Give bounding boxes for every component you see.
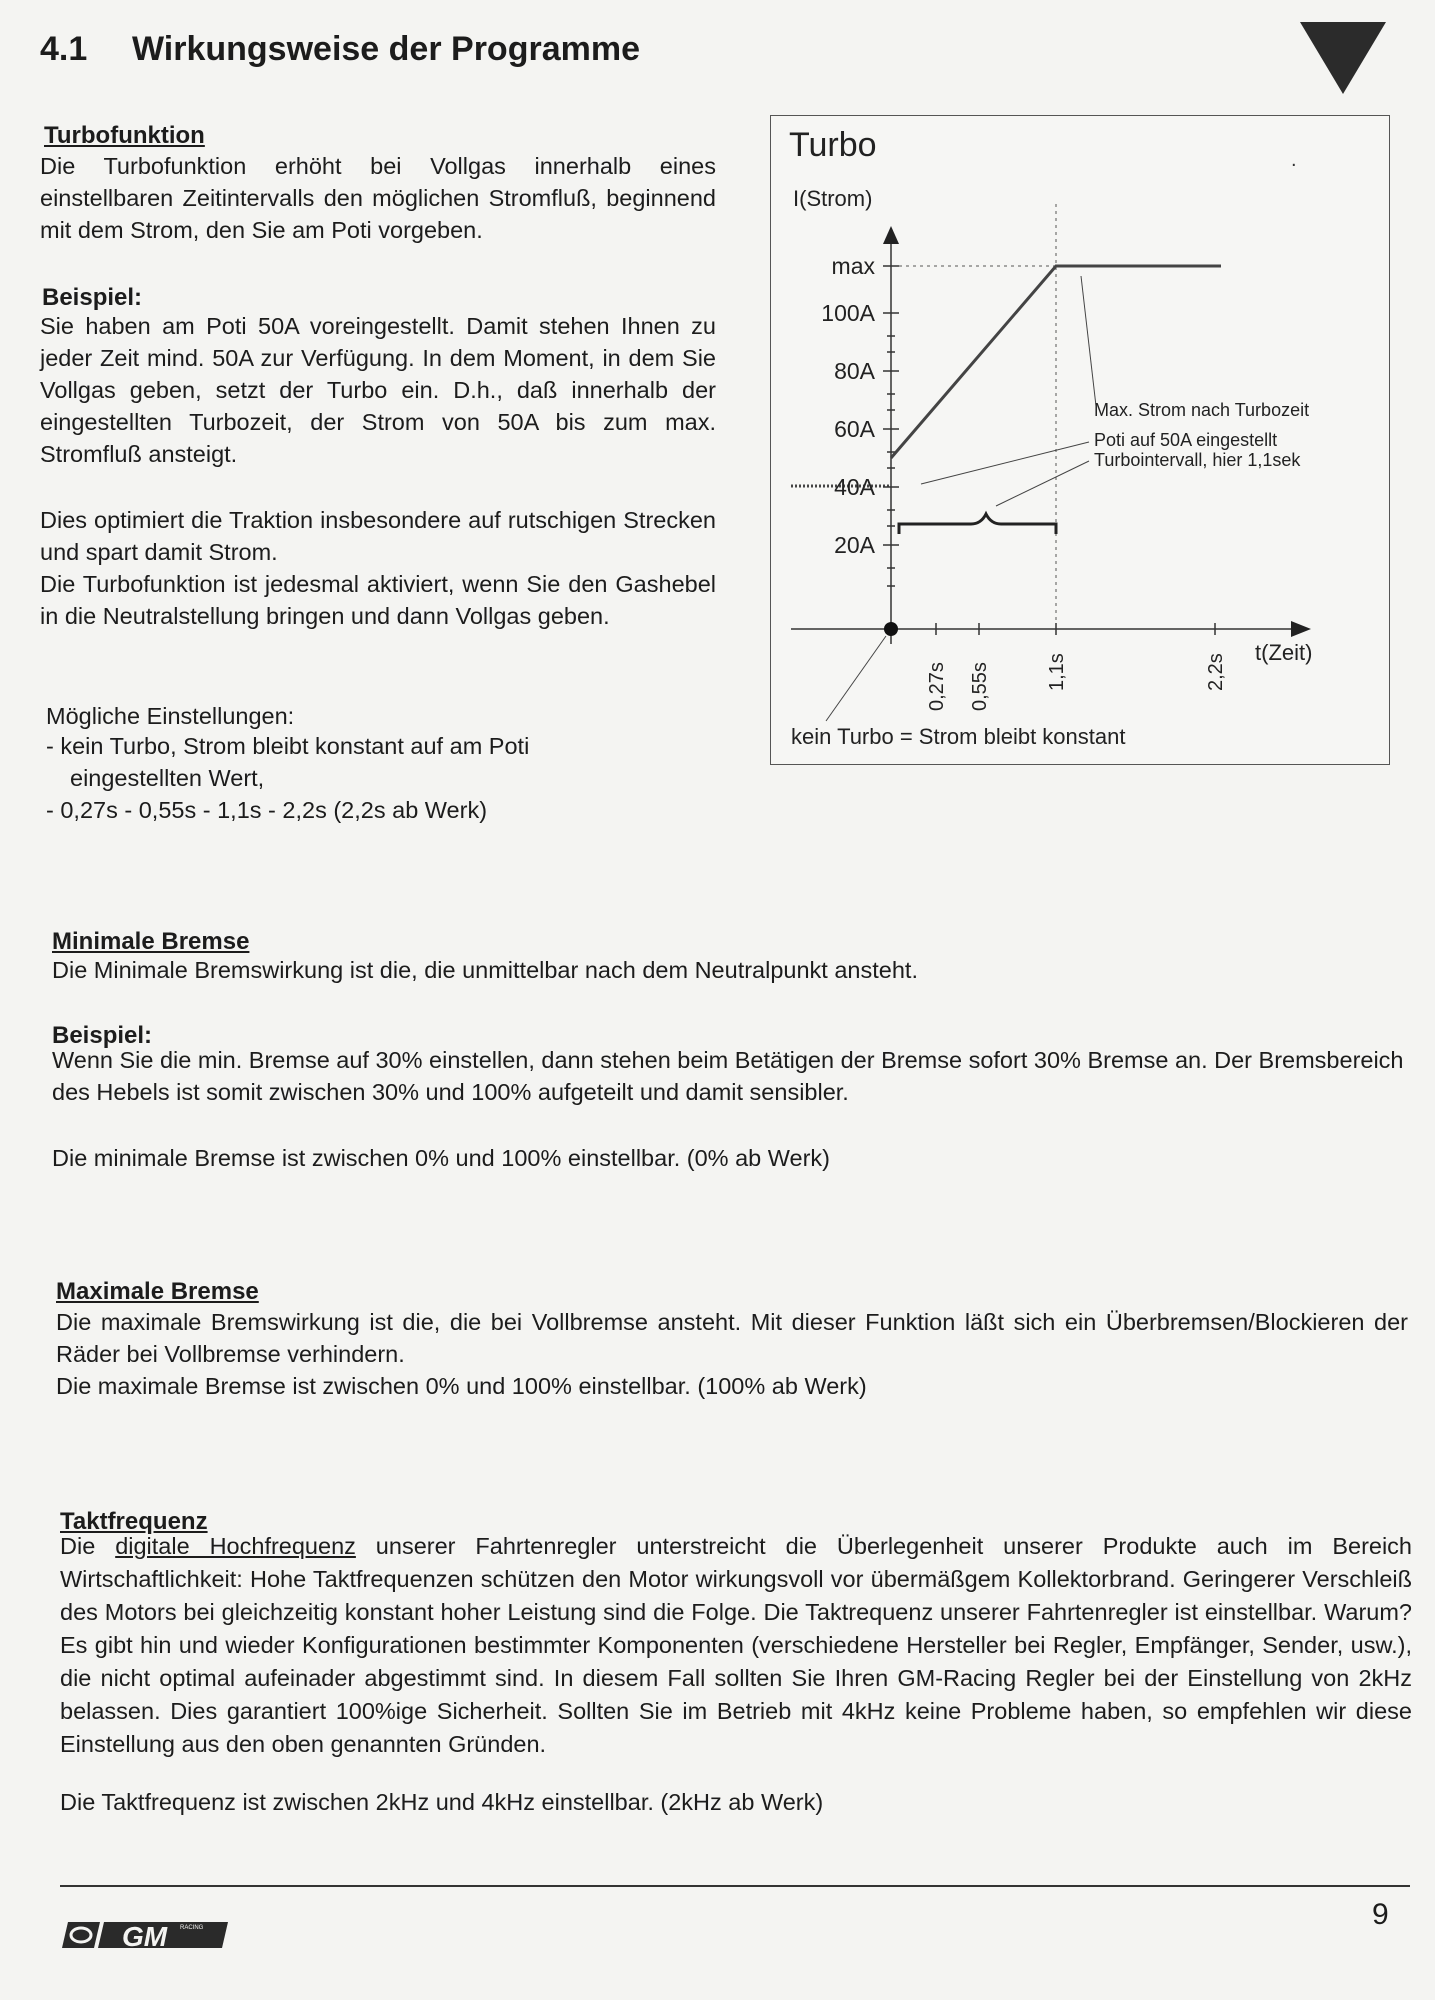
leader-poti [921, 442, 1089, 484]
clock-heading: Taktfrequenz [60, 1508, 208, 1535]
x-tick-label-055: 0,55s [969, 662, 991, 711]
gm-racing-logo [62, 1914, 230, 1954]
annotation-max-current: Max. Strom nach Turbozeit [1094, 400, 1310, 420]
y-tick-label-40a: 40A [834, 474, 875, 500]
turbo-settings-heading: Mögliche Einstellungen: [46, 703, 295, 729]
y-tick-label-60a: 60A [834, 416, 875, 442]
x-tick-label-11: 1,1s [1046, 653, 1068, 691]
clock-body: unserer Fahrtenregler unterstreicht die Überlegenheit unserer Produkte auch im Bereich Wirtschaftlichkeit: Hohe Taktfrequenzen schützen den Motor wirkungsvoll vor übermäßgem Kollektorbrand. Geringerer Verschleiß des Motors bei gleichzeitig konstant hoher Leistung sind die Folge. Die Taktrequenz unserer Fahrtenregler ist einstellbar. Warum? Es gibt hin und wieder Konfigurationen bestimmter Komponenten (verschiedene Hersteller bei Regler, Empfänger, Sender, usw.), die nicht optimal aufeinader abgestimmt sind. In diesem Fall sollten Sie Ihren GM-Racing Regler bei der Einstellung von 2kHz belassen. Dies garantiert 100%ige Sicherheit. Sollten Sie im Betrieb mit 4kHz keine Probleme haben, so empfehlen wir diese Einstellung aus den oben genannten Gründen. [60, 1533, 1412, 1757]
svg-text:RACING: RACING [180, 1925, 204, 1931]
min-brake-text: Die Minimale Bremswirkung ist die, die unmittelbar nach dem Neutralpunkt ansteht. [52, 957, 918, 983]
min-brake-example-text: Wenn Sie die min. Bremse auf 30% einstellen, dann stehen beim Betätigen der Bremse sofort 30% Bremse an. Der Bremsbereich des Hebels ist somit zwischen 30% und 100% aufgeteilt und damit sensibler. [52, 1047, 1404, 1105]
min-brake-heading: Minimale Bremse [52, 928, 250, 955]
clock-range-text: Die Taktfrequenz ist zwischen 2kHz und 4kHz einstellbar. (2kHz ab Werk) [60, 1789, 824, 1815]
turbo-example-heading: Beispiel: [42, 284, 143, 311]
turbo-chart [770, 115, 1390, 765]
turbo-settings-line2: eingestellten Wert, [70, 765, 265, 791]
section-title: Wirkungsweise der Programme [132, 30, 640, 68]
turbo-settings-line3: - 0,27s - 0,55s - 1,1s - 2,2s (2,2s ab Werk) [46, 797, 488, 823]
annotation-interval: Turbointervall, hier 1,1sek [1094, 450, 1301, 470]
x-tick-label-027: 0,27s [926, 662, 948, 711]
y-tick-label-100a: 100A [821, 300, 875, 326]
annotation-no-turbo: kein Turbo = Strom bleibt konstant [791, 724, 1126, 749]
turbo-chart-svg [771, 116, 1389, 764]
clock-text [60, 1530, 1412, 1761]
footer-rule [60, 1885, 1410, 1887]
clock-lead-underlined: digitale Hochfrequenz [115, 1533, 356, 1559]
section-marker-triangle-icon [1300, 22, 1386, 94]
annotation-poti: Poti auf 50A eingestellt [1094, 430, 1278, 450]
chart-xlabel: t(Zeit) [1255, 640, 1313, 665]
y-axis-arrow-icon [883, 226, 899, 244]
max-brake-range-text: Die maximale Bremse ist zwischen 0% und 100% einstellbar. (100% ab Werk) [56, 1373, 867, 1399]
turbo-para-activation: Die Turbofunktion ist jedesmal aktiviert, wenn Sie den Gashebel in die Neutralstellung bringen und dann Vollgas geben. [40, 571, 716, 629]
y-tick-label-max: max [831, 253, 875, 279]
turbo-settings-line1: - kein Turbo, Strom bleibt konstant auf am Poti [46, 733, 530, 759]
min-brake-example-heading: Beispiel: [52, 1022, 153, 1049]
turbo-example-text: Sie haben am Poti 50A voreingestellt. Damit stehen Ihnen zu jeder Zeit mind. 50A zur Verfügung. In dem Moment, in dem Sie Vollgas geben, setzt der Turbo ein. D.h., daß innerhalb der eingestellten Turbozeit, der Strom von 50A bis zum max. Stromfluß ansteigt. [40, 313, 716, 467]
y-tick-label-80a: 80A [834, 358, 875, 384]
turbo-heading: Turbofunktion [44, 122, 205, 149]
leader-max-current [1081, 276, 1096, 406]
y-tick-label-20a: 20A [834, 532, 875, 558]
turbo-interval-brace [899, 514, 1056, 534]
max-brake-heading: Maximale Bremse [56, 1278, 259, 1305]
chart-dot: . [1291, 149, 1297, 171]
page-number: 9 [1372, 1898, 1389, 1931]
x-axis-arrow-icon [1291, 621, 1311, 637]
svg-text:GM: GM [122, 1921, 168, 1952]
turbo-intro: Die Turbofunktion erhöht bei Vollgas innerhalb eines einstellbaren Zeitintervalls den möglichen Stromfluß, beginnend mit dem Strom, den Sie am Poti vorgeben. [40, 153, 716, 243]
chart-title: Turbo [789, 126, 877, 164]
turbo-para-traction: Dies optimiert die Traktion insbesondere auf rutschigen Strecken und spart damit Strom. [40, 507, 716, 565]
leader-no-turbo [826, 636, 886, 721]
chart-ylabel: I(Strom) [793, 186, 873, 211]
section-number: 4.1 [40, 30, 88, 68]
clock-lead: Die [60, 1533, 116, 1559]
x-tick-label-22: 2,2s [1205, 653, 1227, 691]
origin-point [884, 622, 898, 636]
max-brake-text: Die maximale Bremswirkung ist die, die bei Vollbremse ansteht. Mit dieser Funktion läßt sich ein Überbremsen/Blockieren der Räder bei Vollbremse verhindern. [56, 1309, 1408, 1367]
leader-interval [996, 461, 1089, 506]
min-brake-range-text: Die minimale Bremse ist zwischen 0% und 100% einstellbar. (0% ab Werk) [52, 1145, 831, 1171]
